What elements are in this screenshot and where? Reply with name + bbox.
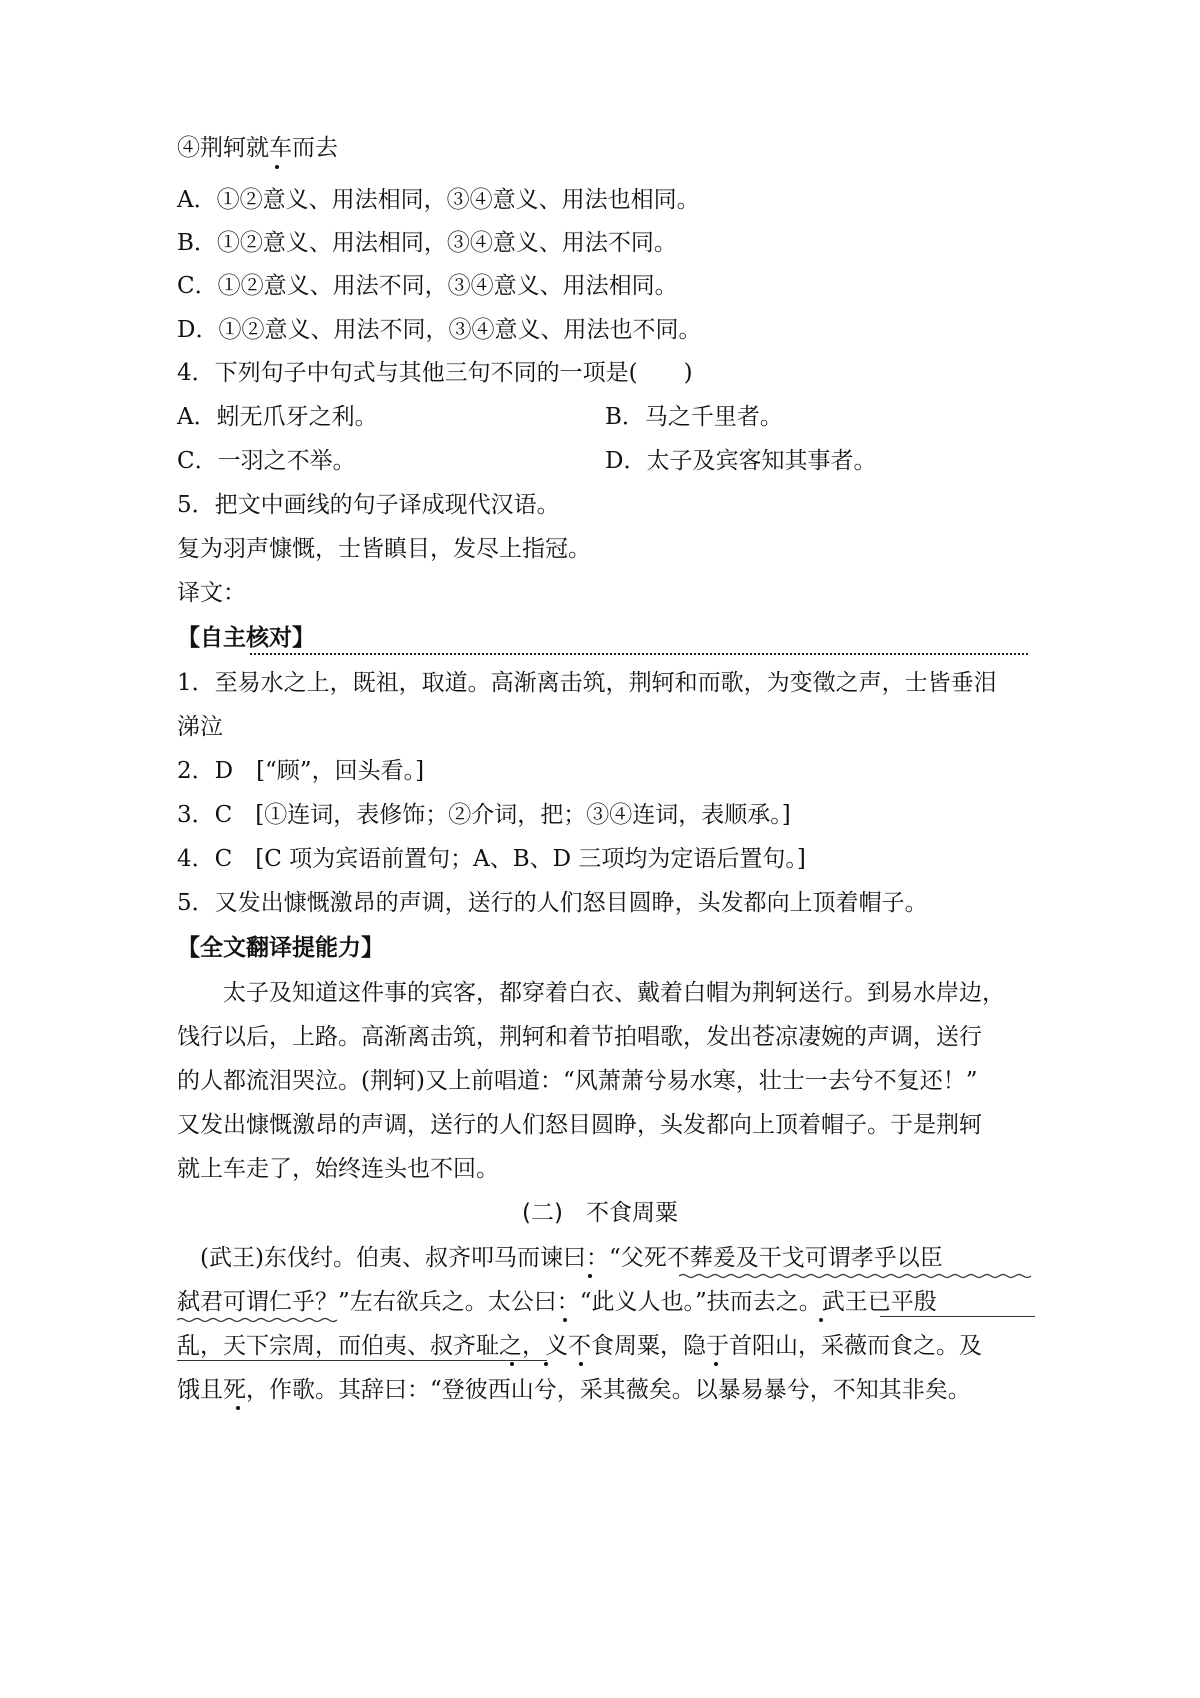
translation-line-3: 的人都流泪哭泣。(荆轲)又上前唱道：“风萧萧兮易水寒，壮士一去兮不复还！” — [177, 1068, 978, 1094]
answer-label: 译文： — [177, 580, 246, 606]
answer-line[interactable] — [250, 653, 1028, 655]
translation-line-2: 饯行以后，上路。高渐离击筑，荆轲和着节拍唱歌，发出苍凉凄婉的声调，送行 — [177, 1024, 982, 1050]
wavy-underline — [177, 1317, 337, 1323]
q4-option-a: A．蚓无爪牙之利。 — [177, 404, 378, 430]
passage-line-2: 弑君可谓仁乎？”左右欲兵之。太公曰：“此义人也。”扶而去之。武王已平殷 — [177, 1289, 937, 1315]
emphasis-dot — [714, 1362, 718, 1366]
answer-5: 5．又发出慷慨激昂的声调，送行的人们怒目圆睁，头发都向上顶着帽子。 — [177, 890, 928, 916]
q4-row-2 — [177, 446, 1037, 476]
q3-option-c: C．①②意义、用法不同，③④意义、用法相同。 — [177, 273, 678, 299]
emphasis-dot — [563, 1318, 567, 1322]
q3-option-a: A．①②意义、用法相同，③④意义、用法也相同。 — [177, 187, 700, 213]
emphasis-dot — [588, 1274, 592, 1278]
underline — [880, 1316, 1035, 1317]
q5-stem: 5．把文中画线的句子译成现代汉语。 — [177, 492, 560, 518]
section-title: (二) 不食周粟 — [522, 1200, 678, 1226]
translation-line-5: 就上车走了，始终连头也不回。 — [177, 1156, 499, 1182]
passage-line-3: 乱，天下宗周，而伯夷、叔齐耻之，义不食周粟，隐于首阳山，采薇而食之。及 — [177, 1333, 982, 1359]
answer-4: 4．C [C 项为宾语前置句；A、B、D 三项均为定语后置句。] — [177, 846, 806, 872]
q4-row-1 — [177, 402, 1037, 432]
q4-option-b: B．马之千里者。 — [605, 404, 783, 430]
q4-option-d: D．太子及宾客知其事者。 — [605, 448, 877, 474]
emphasis-dot — [510, 1362, 514, 1366]
q3-option-d: D．①②意义、用法不同，③④意义、用法也不同。 — [177, 317, 702, 343]
answer-1-line-1: 1．至易水之上，既祖，取道。高渐离击筑，荆轲和而歌，为变徵之声，士皆垂泪 — [177, 670, 997, 696]
translation-line-1: 太子及知道这件事的宾客，都穿着白衣、戴着白帽为荆轲送行。到易水岸边， — [177, 980, 1005, 1006]
translation-heading: 【全文翻译提能力】 — [177, 935, 384, 961]
emphasis-dot — [544, 1362, 548, 1366]
emphasis-dot — [819, 1318, 823, 1322]
q3-option-b: B．①②意义、用法相同，③④意义、用法不同。 — [177, 230, 677, 256]
answer-3: 3．C [①连词，表修饰；②介词，把；③④连词，表顺承。] — [177, 802, 791, 828]
answer-1-line-2: 涕泣 — [177, 714, 223, 740]
passage-line-4: 饿且死，作歌。其辞曰：“登彼西山兮，采其薇矣。以暴易暴兮，不知其非矣。 — [177, 1377, 971, 1403]
passage-line-1: (武王)东伐纣。伯夷、叔齐叩马而谏曰：“父死不葬爰及干戈可谓孝乎以臣 — [177, 1245, 943, 1271]
self-check-heading: 【自主核对】 — [177, 625, 315, 651]
underline — [177, 1360, 547, 1361]
wavy-underline — [679, 1273, 1034, 1279]
emphasis-dot — [236, 1406, 240, 1410]
emphasis-dot — [579, 1362, 583, 1366]
q5-sentence: 复为羽声慷慨，士皆瞋目，发尽上指冠。 — [177, 536, 591, 562]
emphasis-dot — [275, 165, 279, 169]
q4-stem: 4．下列句子中句式与其他三句不同的一项是( ) — [177, 360, 693, 386]
answer-2: 2．D [“顾”，回头看。] — [177, 758, 425, 784]
translation-line-4: 又发出慷慨激昂的声调，送行的人们怒目圆睁，头发都向上顶着帽子。于是荆轲 — [177, 1112, 982, 1138]
q4-option-c: C．一羽之不举。 — [177, 448, 356, 474]
q3-item-4: ④荆轲就车而去 — [177, 135, 338, 161]
